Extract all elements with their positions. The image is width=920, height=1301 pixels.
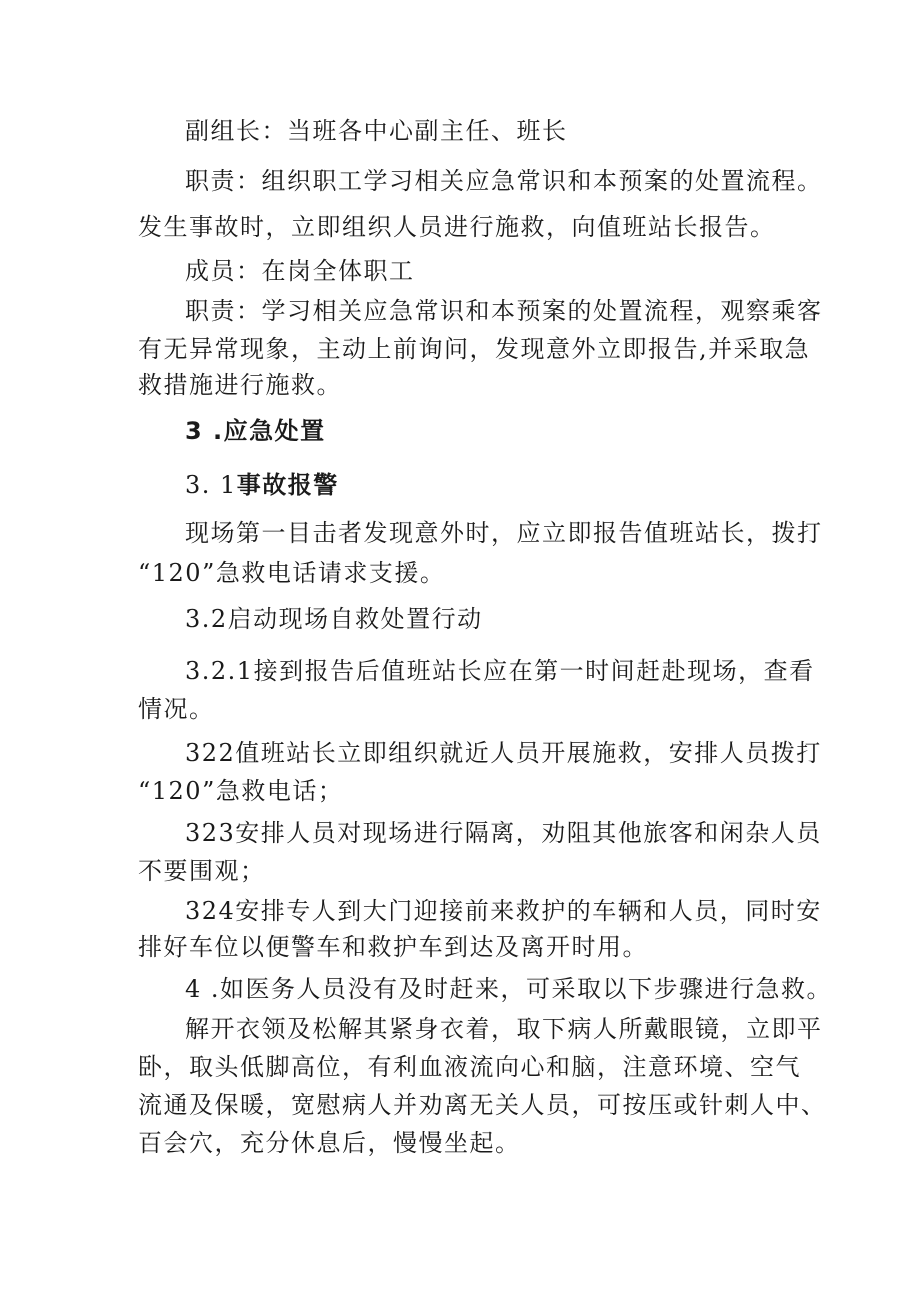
member-duty-line-2: 有无异常现象，主动上前询问，发现意外立即报告,并采取急 [138,335,811,363]
subsection-heading-3-1 [185,468,805,502]
subsection-heading-title: 事故报警 [236,471,339,499]
item-324-line-1: 324安排专人到大门迎接前来救护的车辆和人员，同时安 [185,897,822,925]
first-aid-line-4: 百会穴，充分休息后，慢慢坐起。 [138,1129,521,1157]
alarm-line-1: 现场第一目击者发现意外时，应立即报告值班站长，拨打 [185,519,823,547]
members-line: 成员：在岗全体职工 [185,257,415,285]
subsection-heading-text: 3. 1 [185,471,237,499]
alarm-line-2: “120”急救电话请求支援。 [138,559,446,587]
item-322-line-1: 322值班站长立即组织就近人员开展施救，安排人员拨打 [185,739,822,767]
deputy-leader-line: 副组长：当班各中心副主任、班长 [185,117,568,145]
item-324-line-2: 排好车位以便警车和救护车到达及离开时用。 [138,933,648,961]
first-aid-line-1: 解开衣领及松解其紧身衣着，取下病人所戴眼镜，立即平 [185,1015,823,1043]
section-heading-3: 3 .应急处置 [185,417,326,445]
member-duty-line-1: 职责：学习相关应急常识和本预案的处置流程，观察乘客 [185,297,823,325]
duty-line-1: 职责：组织职工学习相关应急常识和本预案的处置流程。 [185,167,823,195]
item-321-line-2: 情况。 [138,695,215,723]
duty-line-2: 发生事故时，立即组织人员进行施救，向值班站长报告。 [138,213,776,241]
item-323-line-2: 不要围观； [138,857,266,885]
member-duty-line-3: 救措施进行施救。 [138,371,342,399]
item-323-line-1: 323安排人员对现场进行隔离，劝阻其他旅客和闲杂人员 [185,819,822,847]
first-aid-line-2: 卧，取头低脚高位，有利血液流向心和脑，注意环境、空气 [138,1053,801,1081]
item-322-line-2: “120”急救电话； [138,777,344,805]
subsection-heading-3-2: 3.2启动现场自救处置行动 [185,605,483,633]
first-aid-line-3: 流通及保暖，宽慰病人并劝离无关人员，可按压或针刺人中、 [138,1091,827,1119]
section-heading-4: 4 .如医务人员没有及时赶来，可采取以下步骤进行急救。 [185,975,833,1003]
item-321-line-1: 3.2.1接到报告后值班站长应在第一时间赶赴现场，查看 [185,657,815,685]
